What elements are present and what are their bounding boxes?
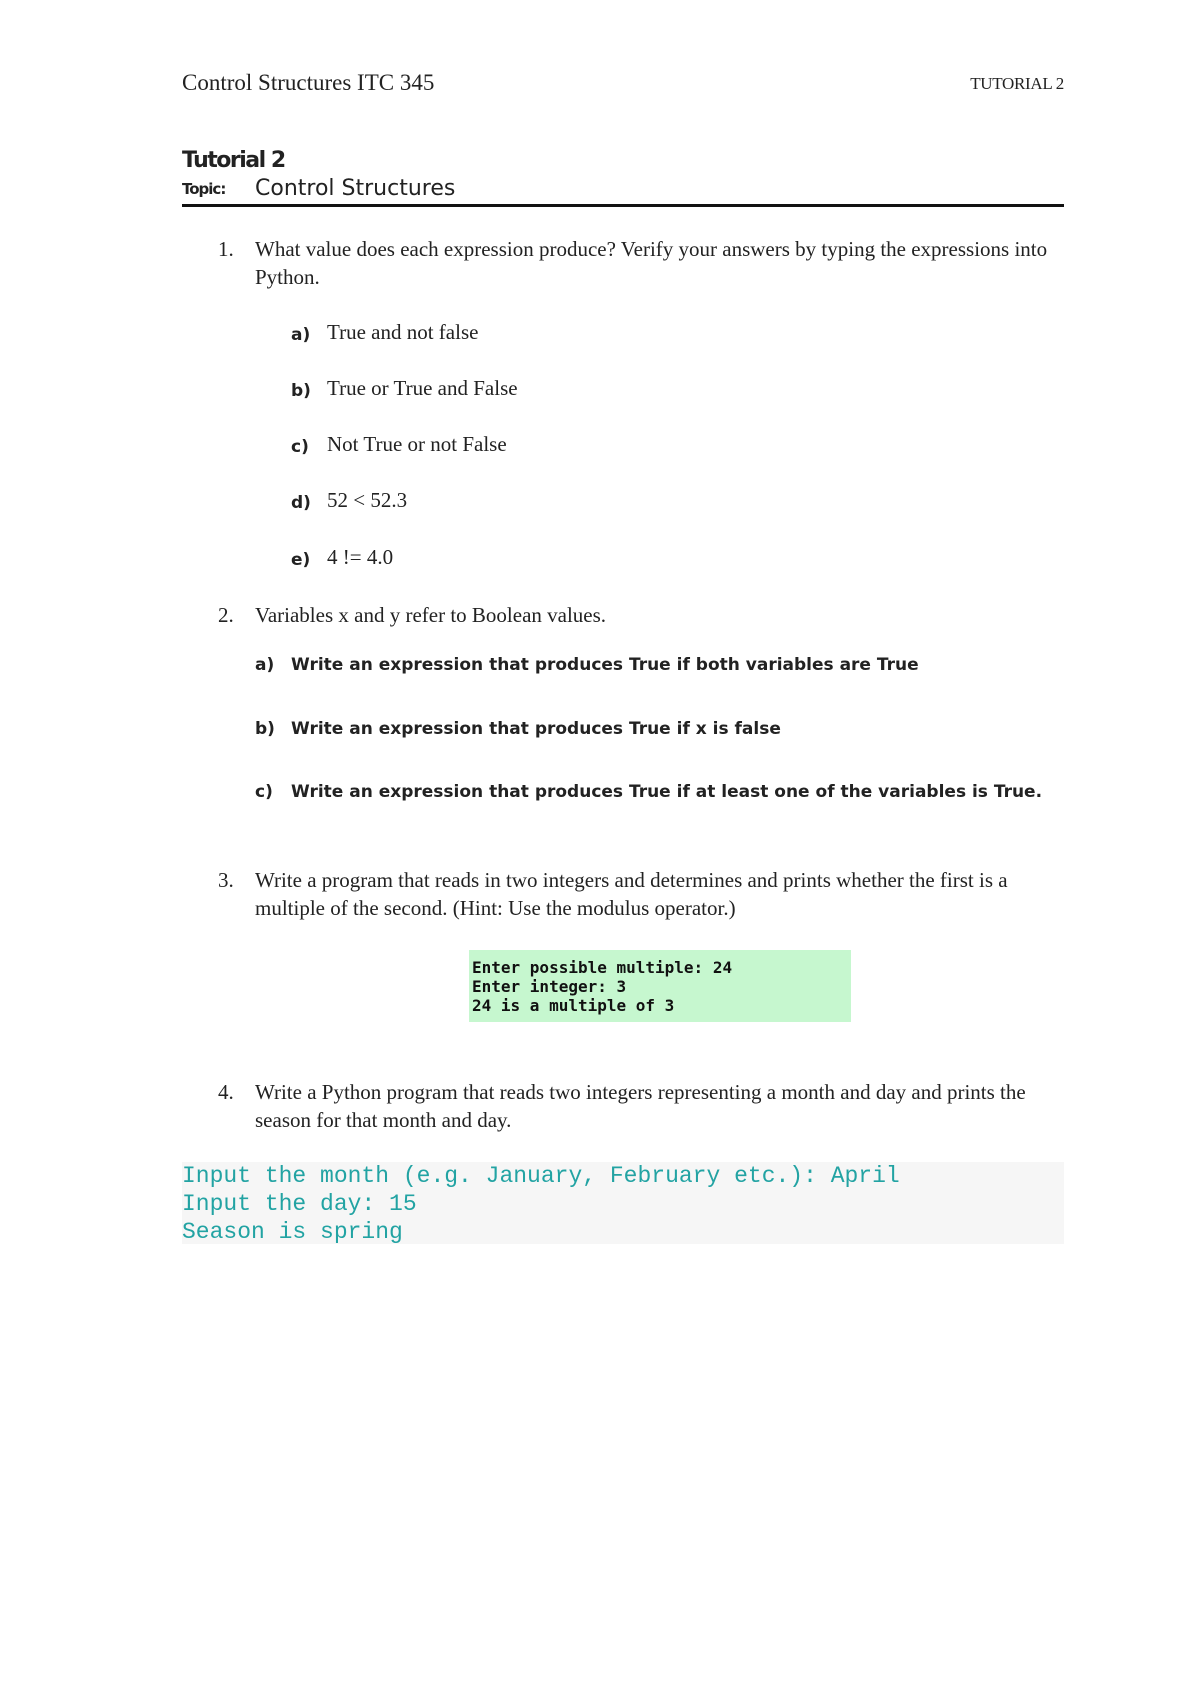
topic-row [182,176,1064,207]
item-text: Write an expression that produces True if at least one of the variables is True. [291,782,1043,802]
item-text: True and not false [327,320,479,344]
item-letter: c) [255,782,273,802]
item-letter: c) [291,437,309,457]
item-letter: e) [291,550,311,570]
item-text: Not True or not False [327,432,507,456]
question-number: 1. [218,237,234,261]
item-letter: b) [255,719,275,739]
item-letter: d) [291,493,311,513]
question-text: What value does each expression produce? Verify your answers by typing the expressions into Python. [255,237,1048,289]
question-number: 2. [218,603,234,627]
item-text: True or True and False [327,376,518,400]
header-tutorial-label: TUTORIAL 2 [970,74,1064,93]
output-line: Input the month (e.g. January, February etc.): April [182,1163,900,1189]
output-line: Input the day: 15 [182,1191,417,1217]
q3-sample-terminal-output [469,950,851,1022]
question-text: Write a Python program that reads two integers representing a month and day and prints the season for that month and day. [255,1080,1026,1132]
terminal-line: Enter integer: 3 [472,977,627,996]
header-course-title: Control Structures ITC 345 [182,70,435,95]
terminal-line: Enter possible multiple: 24 [472,958,733,977]
terminal-line: 24 is a multiple of 3 [472,996,675,1015]
item-text: Write an expression that produces True if x is false [291,719,781,739]
item-letter: a) [291,325,311,345]
topic-label: Topic: [182,180,226,198]
output-line: Season is spring [182,1219,403,1245]
q4-sample-output [182,1162,1064,1244]
item-text: 52 < 52.3 [327,488,408,512]
document-title: Tutorial 2 [182,148,285,173]
question-number: 3. [218,868,234,892]
item-letter: a) [255,655,275,675]
page-header [182,70,1064,100]
item-text: 4 != 4.0 [327,545,394,569]
question-text: Write a program that reads in two integers and determines and prints whether the first is a multiple of the second. (Hint: Use the modulus operator.) [255,868,1008,920]
item-letter: b) [291,381,311,401]
question-text: Variables x and y refer to Boolean values. [255,603,607,627]
topic-value: Control Structures [255,176,456,201]
item-text: Write an expression that produces True if both variables are True [291,655,919,675]
question-number: 4. [218,1080,234,1104]
